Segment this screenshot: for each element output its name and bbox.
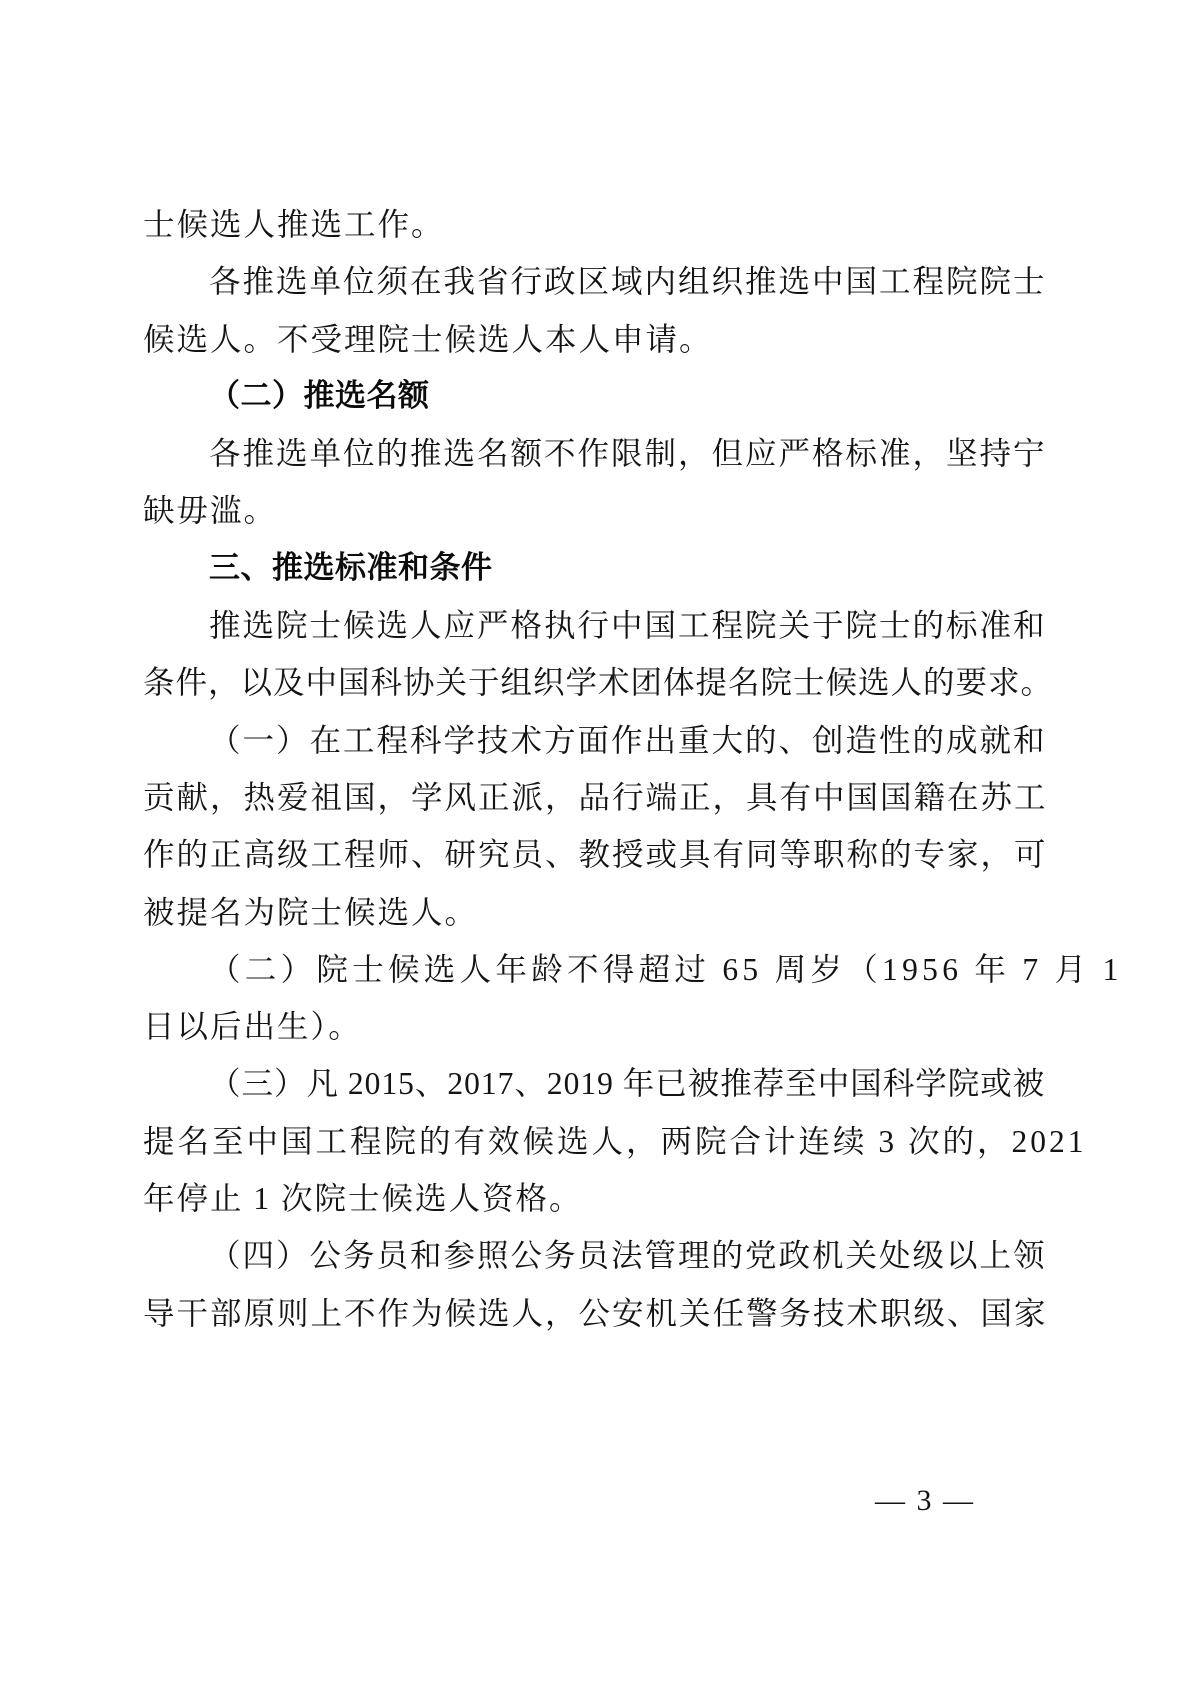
line-text: 候选人。不受理院士候选人本人申请。 [143,321,713,357]
text-line [143,1113,1087,1170]
line-text: 条件，以及中国科协关于组织学术团体提名院士候选人的要求。 [143,665,1054,701]
text-line [143,1170,976,1227]
line-text: 日以后出生）。 [143,1009,362,1045]
line-text: （三）凡 2015、2017、2019 年已被推荐至中国科学院或被 [209,1066,1046,1102]
text-line [143,311,976,368]
line-text: 士候选人推选工作。 [143,207,445,242]
text-line [143,941,1123,998]
line-text: 提名至中国工程院的有效候选人，两院合计连续 3 次的，2021 [143,1123,1087,1159]
text-line [143,253,1047,310]
line-text: （四）公务员和参照公务员法管理的党政机关处级以上领 [209,1238,1047,1274]
line-text: 作的正高级工程师、研究员、教授或具有同等职称的专家，可 [143,837,1048,873]
line-text: 导干部原则上不作为候选人，公安机关任警务技术职级、国家 [143,1295,1048,1331]
heading-text: 三、推选标准和条件 [209,549,493,586]
text-line [143,196,976,253]
section-heading [143,540,976,597]
text-line [143,1055,1046,1112]
page-number-text: — 3 — [875,1484,975,1517]
line-text: （二）院士候选人年龄不得超过 65 周岁（1956 年 7 月 1 [209,951,1123,987]
line-text: 年停止 1 次院士候选人资格。 [143,1181,583,1217]
text-line [143,482,976,539]
page-number-footer [0,1484,975,1518]
text-line [143,998,976,1055]
line-text: （一）在工程科学技术方面作出重大的、创造性的成就和 [209,722,1047,758]
section-heading [143,368,976,425]
text-line [143,1227,1047,1284]
text-line [143,1285,1048,1342]
text-line [143,654,1054,711]
line-text: 各推选单位的推选名额不作限制，但应严格标准，坚持宁 [209,436,1047,472]
heading-text: （二）推选名额 [209,377,430,414]
text-line [143,769,1048,826]
text-line [143,425,1047,482]
line-text: 各推选单位须在我省行政区域内组织推选中国工程院院士 [209,264,1047,300]
document-body-text [143,196,1123,1342]
text-line [143,826,1048,883]
line-text: 推选院士候选人应严格执行中国工程院关于院士的标准和 [209,608,1047,644]
line-text: 被提名为院士候选人。 [143,894,479,930]
line-text: 贡献，热爱祖国，学风正派，品行端正，具有中国国籍在苏工 [143,779,1048,815]
text-line [143,884,976,941]
line-text: 缺毋滥。 [143,493,278,529]
text-line [143,597,1047,654]
text-line [143,712,1047,769]
